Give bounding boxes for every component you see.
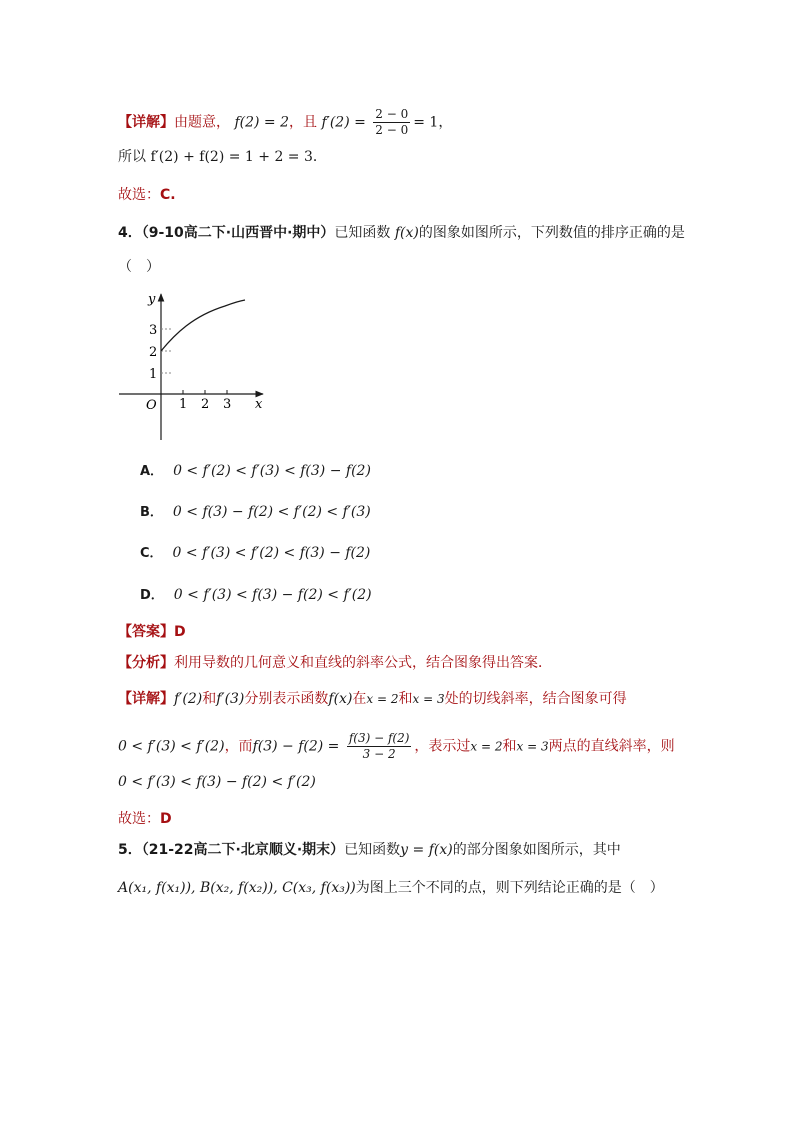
analysis-tag: 【分析】 <box>118 655 174 671</box>
frac-den: 2 − 0 <box>375 123 409 137</box>
q4-detail-line-2 <box>118 731 675 762</box>
math-fp3: f′(3) <box>216 691 245 707</box>
and-text: ，且 <box>289 114 318 131</box>
analysis-text: 利用导数的几何意义和直线的斜率公式，结合图象得出答案． <box>174 655 552 671</box>
q5-stem-c: 为图上三个不同的点，则下列结论正确的是（ ） <box>355 880 664 896</box>
q3-choose-line <box>118 184 176 206</box>
so-text: 所以 f′(2) + f(2) = 1 + 2 = 3． <box>118 149 327 165</box>
q5-points: A(x₁, f(x₁)), B(x₂, f(x₂)), C(x₃, f(x₃)) <box>118 880 356 896</box>
text-slope: 两点的直线斜率，则 <box>548 738 675 755</box>
frac-num: 2 − 0 <box>375 107 409 121</box>
text-tangent: 处的切线斜率，结合图象可得 <box>444 691 627 707</box>
slope-fraction <box>347 731 412 762</box>
q4-stem-b: 的图象如图所示，下列数值的排序正确的是 <box>418 225 685 241</box>
math-fp2: f′(2) = <box>321 114 366 131</box>
math-x2: x = 2 <box>366 692 399 706</box>
option-a[interactable] <box>140 460 371 483</box>
y-tick-label-2: 2 <box>149 345 158 360</box>
origin-label: O <box>146 398 157 413</box>
option-c-label: C． <box>140 546 163 561</box>
slope-num: f(3) − f(2) <box>348 731 410 745</box>
function-graph <box>115 286 275 446</box>
q4-number: 4． <box>118 225 142 241</box>
y-label: y <box>148 292 156 307</box>
q5-fn: y = f(x) <box>400 842 453 858</box>
q4-stem <box>118 222 685 244</box>
math-x3: x = 3 <box>412 692 445 706</box>
q3-detail-line <box>118 107 452 138</box>
x-label: x <box>255 397 263 412</box>
answer-tag: 【答案】 <box>118 624 174 640</box>
detail-lead: 由题意， <box>174 114 230 131</box>
choose-label-2: 故选： <box>118 811 160 827</box>
x-tick-label-1: 1 <box>179 397 188 412</box>
text-represent: 分别表示函数 <box>244 691 329 707</box>
math-final-ineq: 0 < f′(3) < f(3) − f(2) < f′(2) <box>118 774 316 790</box>
q4-paren: （ ） <box>118 259 160 275</box>
q5-number: 5． <box>118 842 142 858</box>
option-d-label: D． <box>140 588 164 603</box>
q4-stem-a: 已知函数 <box>334 225 391 241</box>
option-d-text: 0 < f′(3) < f(3) − f(2) < f′(2) <box>173 587 372 603</box>
math-f2: f(2) = 2 <box>234 114 290 131</box>
text-at: 在 <box>352 691 367 707</box>
eq-one: = 1， <box>413 114 453 131</box>
q3-so-line <box>118 146 327 168</box>
choose-value: C. <box>160 187 176 203</box>
text-and: 和 <box>202 691 217 707</box>
math-x3b: x = 3 <box>516 739 549 754</box>
q4-detail-line-3 <box>118 771 316 793</box>
x-tick-label-2: 2 <box>201 397 210 412</box>
text-through: ，表示过 <box>414 738 471 755</box>
option-d[interactable] <box>140 584 372 607</box>
q5-stem-b: 的部分图象如图所示，其中 <box>452 842 621 858</box>
math-ineq: 0 < f′(3) < f′(2) <box>118 738 225 755</box>
option-a-text: 0 < f′(2) < f′(3) < f(3) − f(2) <box>173 463 371 479</box>
y-tick-label-1: 1 <box>149 367 158 382</box>
option-b[interactable] <box>140 501 371 524</box>
fraction <box>373 107 410 138</box>
math-diff: f(3) − f(2) = <box>252 738 340 755</box>
q4-paren-line <box>118 256 160 278</box>
q4-detail-line-1 <box>118 688 627 710</box>
option-c[interactable] <box>140 542 370 565</box>
text-and-2: 和 <box>398 691 413 707</box>
math-fx: f(x) <box>328 691 353 707</box>
text-while: ，而 <box>224 738 253 755</box>
math-fp2: f′(2) <box>174 691 203 707</box>
option-a-label: A． <box>140 464 164 479</box>
function-curve <box>161 300 245 351</box>
option-c-text: 0 < f′(3) < f′(2) < f(3) − f(2) <box>172 545 371 561</box>
q5-stem <box>118 839 621 861</box>
answer-value: D <box>174 624 186 640</box>
q4-choose-line <box>118 808 172 830</box>
y-tick-label-3: 3 <box>149 323 158 338</box>
detail-tag-2: 【详解】 <box>118 691 174 707</box>
option-b-label: B． <box>140 505 163 520</box>
detail-tag: 【详解】 <box>118 114 174 131</box>
choose-label: 故选： <box>118 187 160 203</box>
x-tick-label-3: 3 <box>223 397 232 412</box>
q5-stem-a: 已知函数 <box>344 842 401 858</box>
option-b-text: 0 < f(3) − f(2) < f′(2) < f′(3) <box>172 504 371 520</box>
q4-fx: f(x) <box>394 225 419 241</box>
text-and-3: 和 <box>502 738 517 755</box>
math-x2b: x = 2 <box>470 739 503 754</box>
q5-source: （21-22高二下·北京顺义·期末） <box>141 842 345 858</box>
slope-den: 3 − 2 <box>362 747 396 761</box>
choose-value-2: D <box>160 811 172 827</box>
q4-source: （9-10高二下·山西晋中·期中） <box>141 225 335 241</box>
q4-analysis-line <box>118 652 552 674</box>
q4-answer-line <box>118 621 186 643</box>
q5-points-line <box>118 877 664 899</box>
